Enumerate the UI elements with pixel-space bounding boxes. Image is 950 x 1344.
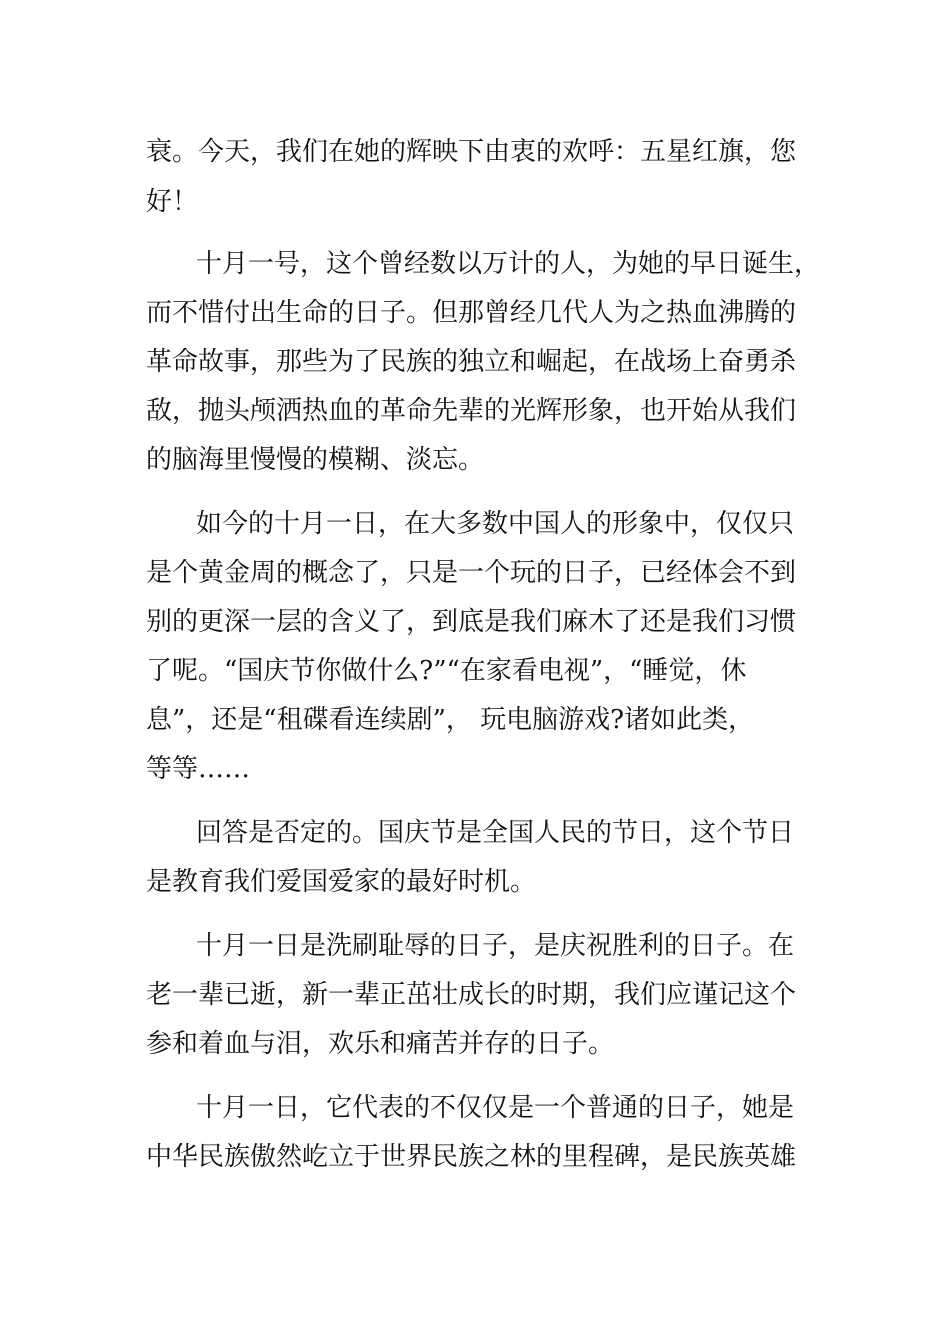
paragraph-first-line: 十月一日是洗刷耻辱的日子，是庆祝胜利的日子。在 — [196, 931, 795, 961]
text-line: 的脑海里慢慢的模糊、淡忘。 — [146, 445, 485, 475]
text-line: 而不惜付出生命的日子。但那曾经几代人为之热血沸腾的 — [146, 298, 797, 328]
text-line: 息”，还是“租碟看连续剧”， 玩电脑游戏?诸如此类， — [146, 705, 755, 735]
text-line: 是个黄金周的概念了，只是一个玩的日子，已经体会不到 — [146, 558, 797, 588]
paragraph-first-line: 回答是否定的。国庆节是全国人民的节日，这个节日 — [196, 818, 795, 848]
paragraph-first-line: 如今的十月一日，在大多数中国人的形象中，仅仅只 — [196, 509, 795, 539]
paragraph-first-line: 十月一号，这个曾经数以万计的人，为她的早日诞生， — [196, 249, 821, 279]
text-line: 敌，抛头颅洒热血的革命先辈的光辉形象，也开始从我们 — [146, 396, 797, 426]
text-line: 参和着血与泪，欢乐和痛苦并存的日子。 — [146, 1029, 615, 1059]
text-line: 革命故事，那些为了民族的独立和崛起，在战场上奋勇杀 — [146, 347, 797, 377]
text-line: 衰。今天，我们在她的辉映下由衷的欢呼：五星红旗，您 — [146, 137, 797, 167]
text-line: 等等…… — [146, 754, 251, 784]
text-line: 中华民族傲然屹立于世界民族之林的里程碑，是民族英雄 — [146, 1142, 797, 1172]
text-line: 别的更深一层的含义了，到底是我们麻木了还是我们习惯 — [146, 607, 797, 637]
text-line: 好！ — [146, 187, 199, 217]
text-line: 是教育我们爱国爱家的最好时机。 — [146, 867, 537, 897]
text-line: 了呢。“国庆节你做什么?”“在家看电视”，“睡觉，休 — [146, 656, 747, 686]
paragraph-first-line: 十月一日，它代表的不仅仅是一个普通的日子，她是 — [196, 1093, 795, 1123]
text-line: 老一辈已逝，新一辈正茁壮成长的时期，我们应谨记这个 — [146, 980, 797, 1010]
